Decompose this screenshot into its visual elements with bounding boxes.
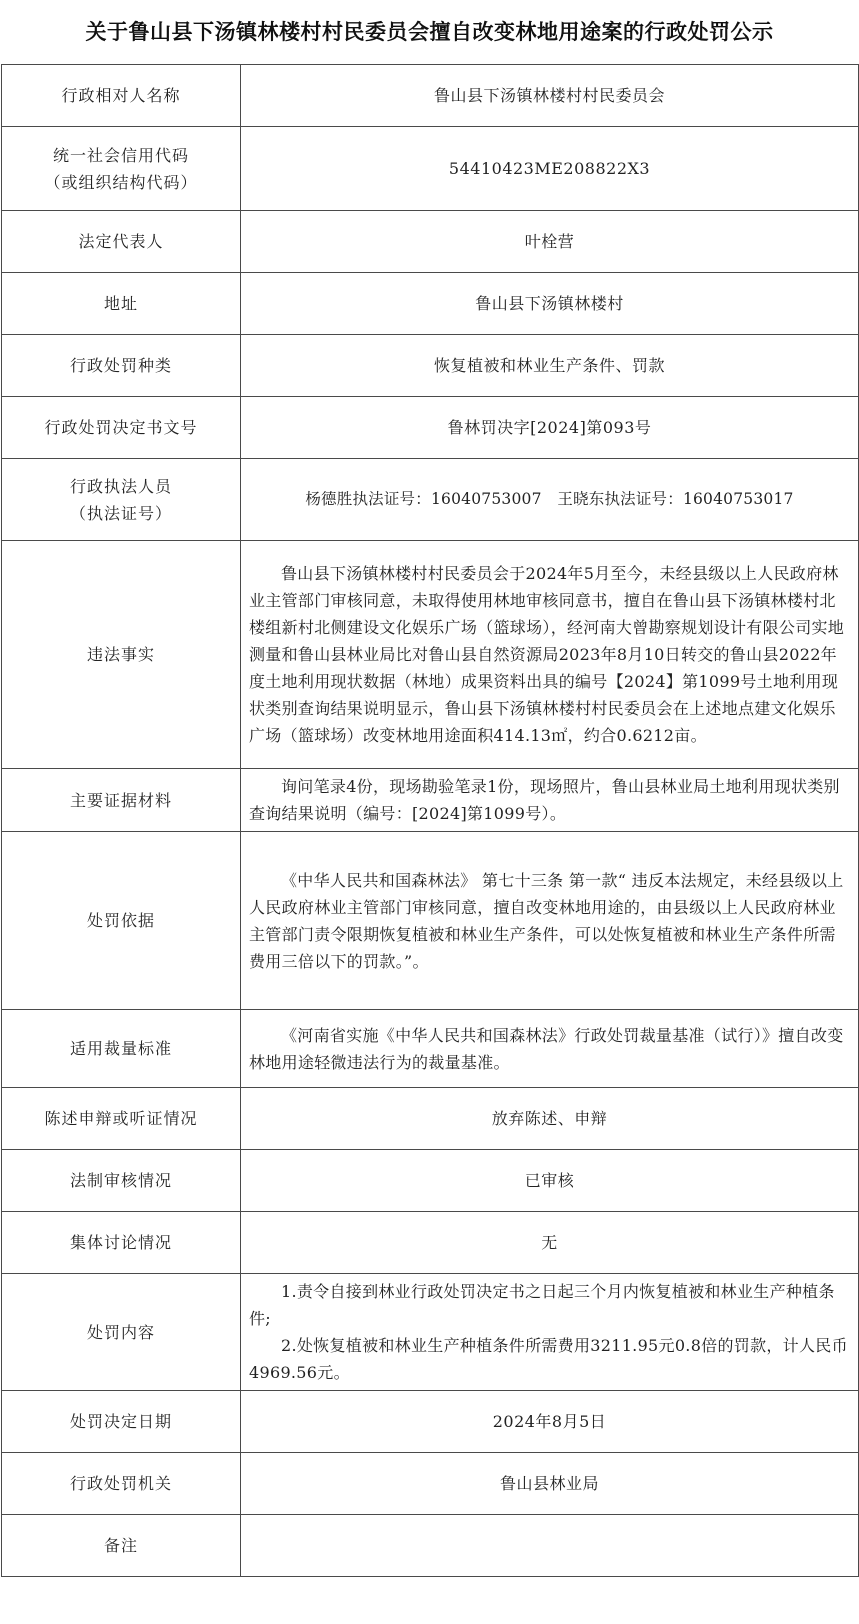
label-discretion-standard: 适用裁量标准	[2, 1010, 241, 1088]
value-evidence: 询问笔录4份，现场勘验笔录1份，现场照片，鲁山县林业局土地利用现状类别查询结果说明（编号：[2024]第1099号）。	[241, 769, 859, 832]
value-remarks	[241, 1515, 859, 1577]
value-party-name: 鲁山县下汤镇林楼村村民委员会	[241, 65, 859, 127]
row-discretion-standard	[2, 1010, 859, 1088]
value-legal-representative: 叶栓营	[241, 211, 859, 273]
value-penalty-content: 1.责令自接到林业行政处罚决定书之日起三个月内恢复植被和林业生产种植条件; 2.处恢复植被和林业生产种植条件所需费用3211.95元0.8倍的罚款，计人民币4969.56元。	[241, 1274, 859, 1391]
label-penalty-authority: 行政处罚机关	[2, 1453, 241, 1515]
penalty-record-table	[1, 64, 859, 1577]
label-statement-hearing: 陈述申辩或听证情况	[2, 1088, 241, 1150]
label-enforcement-officers: 行政执法人员 （执法证号）	[2, 459, 241, 541]
row-address	[2, 273, 859, 335]
value-penalty-authority: 鲁山县林业局	[241, 1453, 859, 1515]
row-collective-discussion	[2, 1212, 859, 1274]
row-credit-code	[2, 127, 859, 211]
row-penalty-content	[2, 1274, 859, 1391]
label-penalty-type: 行政处罚种类	[2, 335, 241, 397]
label-party-name: 行政相对人名称	[2, 65, 241, 127]
row-enforcement-officers	[2, 459, 859, 541]
value-penalty-basis: 《中华人民共和国森林法》 第七十三条 第一款“ 违反本法规定，未经县级以上人民政府林业主管部门审核同意，擅自改变林地用途的，由县级以上人民政府林业主管部门责令限期恢复植被和林业生产条件，可以处恢复植被和林业生产条件所需费用三倍以下的罚款。”。	[241, 832, 859, 1010]
value-enforcement-officers: 杨德胜执法证号：16040753007 王晓东执法证号：16040753017	[241, 459, 859, 541]
label-violation-facts: 违法事实	[2, 541, 241, 769]
label-decision-number: 行政处罚决定书文号	[2, 397, 241, 459]
row-evidence	[2, 769, 859, 832]
value-legal-review: 已审核	[241, 1150, 859, 1212]
row-violation-facts	[2, 541, 859, 769]
value-violation-facts: 鲁山县下汤镇林楼村村民委员会于2024年5月至今，未经县级以上人民政府林业主管部门审核同意，未取得使用林地审核同意书，擅自在鲁山县下汤镇林楼村北楼组新村北侧建设文化娱乐广场（篮球场），经河南大曾勘察规划设计有限公司实地测量和鲁山县林业局比对鲁山县自然资源局2023年8月10日转交的鲁山县2022年度土地利用现状数据（林地）成果资料出具的编号【2024】第1099号土地利用现状类别查询结果说明显示，鲁山县下汤镇林楼村村民委员会在上述地点建文化娱乐广场（篮球场）改变林地用途面积414.13㎡，约合0.6212亩。	[241, 541, 859, 769]
label-penalty-basis: 处罚依据	[2, 832, 241, 1010]
row-decision-date	[2, 1391, 859, 1453]
value-credit-code: 54410423ME208822X3	[241, 127, 859, 211]
label-address: 地址	[2, 273, 241, 335]
value-discretion-standard: 《河南省实施《中华人民共和国森林法》行政处罚裁量基准（试行）》擅自改变林地用途轻微违法行为的裁量基准。	[241, 1010, 859, 1088]
value-penalty-type: 恢复植被和林业生产条件、罚款	[241, 335, 859, 397]
value-decision-date: 2024年8月5日	[241, 1391, 859, 1453]
label-evidence: 主要证据材料	[2, 769, 241, 832]
row-party-name	[2, 65, 859, 127]
row-decision-number	[2, 397, 859, 459]
row-penalty-basis	[2, 832, 859, 1010]
document-title: 关于鲁山县下汤镇林楼村村民委员会擅自改变林地用途案的行政处罚公示	[85, 20, 774, 44]
value-address: 鲁山县下汤镇林楼村	[241, 273, 859, 335]
label-legal-representative: 法定代表人	[2, 211, 241, 273]
label-credit-code: 统一社会信用代码 （或组织结构代码）	[2, 127, 241, 211]
value-statement-hearing: 放弃陈述、申辩	[241, 1088, 859, 1150]
row-remarks	[2, 1515, 859, 1577]
value-collective-discussion: 无	[241, 1212, 859, 1274]
value-decision-number: 鲁林罚决字[2024]第093号	[241, 397, 859, 459]
row-legal-representative	[2, 211, 859, 273]
label-remarks: 备注	[2, 1515, 241, 1577]
row-penalty-authority	[2, 1453, 859, 1515]
row-legal-review	[2, 1150, 859, 1212]
row-penalty-type	[2, 335, 859, 397]
row-statement-hearing	[2, 1088, 859, 1150]
label-legal-review: 法制审核情况	[2, 1150, 241, 1212]
label-penalty-content: 处罚内容	[2, 1274, 241, 1391]
label-decision-date: 处罚决定日期	[2, 1391, 241, 1453]
label-collective-discussion: 集体讨论情况	[2, 1212, 241, 1274]
